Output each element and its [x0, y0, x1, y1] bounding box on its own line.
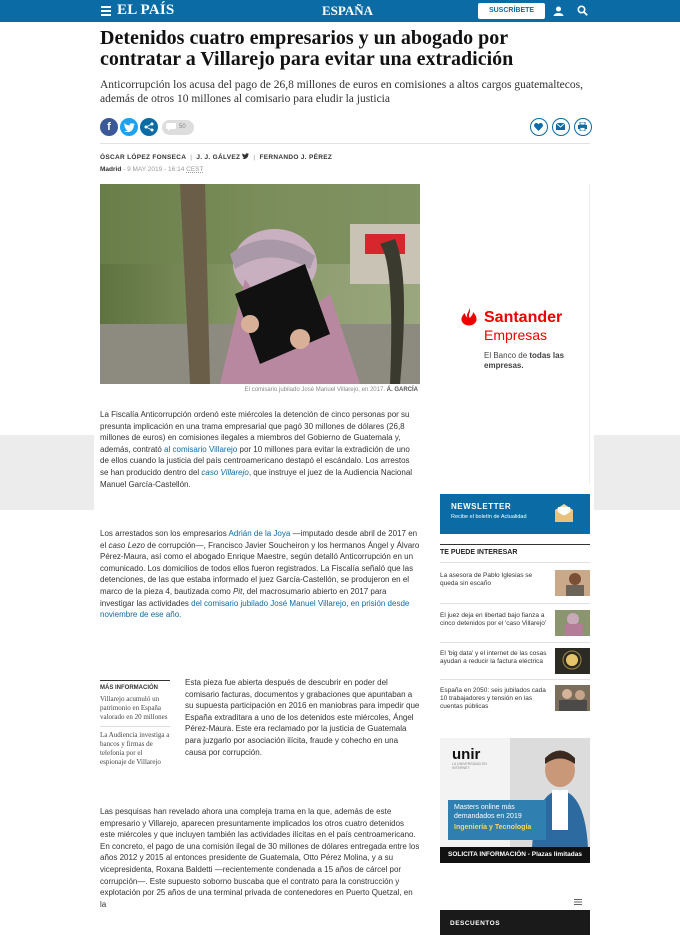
- article-subheadline: Anticorrupción los acusa del pago de 26,8 millones de euros en comisiones a altos cargos guatemaltecos, además de otros 10 millones al comisario para eludir la justicia: [100, 79, 583, 105]
- unir-ad[interactable]: [440, 738, 590, 863]
- comments-count: 50: [179, 124, 186, 130]
- more-info-box: [100, 680, 170, 775]
- email-icon[interactable]: [552, 118, 570, 136]
- article-paragraph: [100, 528, 420, 621]
- byline: ÓSCAR LÓPEZ FONSECA | J. J. GÁLVEZ | FERNANDO J. PÉREZ: [100, 154, 333, 161]
- facebook-share-icon[interactable]: f: [100, 118, 118, 136]
- article-photo[interactable]: [100, 184, 420, 384]
- ad-placeholder: [594, 435, 680, 510]
- unir-logo: unir: [452, 746, 481, 763]
- publish-date: - 9 MAY 2019 - 16:14: [123, 166, 185, 173]
- inline-link[interactable]: del comisario jubilado José Manuel Villarejo, en prisión desde noviembre de ese año.: [100, 598, 410, 620]
- unir-message: [448, 800, 546, 840]
- interest-thumbnail: [555, 685, 590, 711]
- interest-item-text: La asesora de Pablo Iglesias se queda sin escaño: [440, 572, 533, 587]
- paragraph-text: de corrupción—, Francisco Javier Soucheiron y los hermanos Ángel y Álvaro Pérez-Maura, así como el abogado Enrique Maestre, según detalló Anticorrupción en un comunicado. Los domicilios de todos ellos fueron registrados. La Fiscalía señaló que las detenciones, de las que estaba informado el juez García-Castellón, se produjeron en el marco de la pieza 4, bautizada como: [100, 540, 420, 596]
- favorite-icon[interactable]: [530, 118, 548, 136]
- tagline-bold: todas las empresas.: [484, 351, 565, 370]
- author-link[interactable]: FERNANDO J. PÉREZ: [259, 154, 333, 161]
- interest-thumbnail: [555, 610, 590, 636]
- paragraph-text: , del macrosumario abierto en 2017 para investigar las actividades: [100, 586, 387, 608]
- unir-logo-sub: LA UNIVERSIDAD EN INTERNET: [452, 762, 487, 770]
- unir-line: Masters online más demandados en 2019: [454, 804, 522, 820]
- paragraph-text: —imputado desde abril de 2017 en el: [100, 529, 418, 550]
- interest-title: TE PUEDE INTERESAR: [440, 549, 518, 556]
- paragraph-text: Pit: [232, 586, 243, 596]
- menu-lines-icon[interactable]: [574, 898, 582, 906]
- interest-item[interactable]: [440, 610, 590, 640]
- hamburger-menu-icon[interactable]: [101, 6, 111, 16]
- article-paragraph: [100, 409, 420, 490]
- section-title[interactable]: ESPAÑA: [322, 3, 374, 18]
- interest-item-text: El juez deja en libertad bajo fianza a cinco detenidos por el 'caso Villarejo': [440, 612, 547, 627]
- timezone: CEST: [186, 166, 204, 173]
- divider: [440, 562, 590, 563]
- divider: [440, 544, 590, 545]
- divider: [100, 143, 590, 144]
- inline-link[interactable]: Adrián de la Joya: [228, 529, 291, 538]
- print-icon[interactable]: [574, 118, 592, 136]
- user-icon[interactable]: [553, 6, 564, 16]
- share-icon[interactable]: [140, 118, 158, 136]
- paragraph-text: , que instruye el juez de la Audiencia Nacional Manuel García-Castellón.: [100, 467, 413, 489]
- author-link[interactable]: ÓSCAR LÓPEZ FONSECA: [100, 154, 187, 161]
- photo-credit: Á. GARCÍA: [386, 387, 418, 393]
- subscribe-button[interactable]: SUSCRÍBETE: [478, 3, 545, 19]
- article-paragraph: Las pesquisas han revelado ahora una compleja trama en la que, además de este empresario y Villarejo, aparecen presuntamente implicados los otros cuatro detenidos este miércoles y que incluyen también las actividades ilícitas en el país centroamericano. En concreto, el pago de una comisión ilegal de 30 millones de dólares entregada entre los años 2012 y 2015 al entonces presidente de Guatemala, Otto Pérez Molina, y a su vicepresidenta, Roxana Baldetti —recientemente condenada a 15 años de cárcel por corrupción—. Este supuesto soborno buscaba que el contrato para la construcción y explotación por 25 años de una terminal privada de contenedores en Puerto Quetzal, en la: [100, 807, 420, 909]
- santander-flame-icon: [459, 307, 479, 327]
- interest-thumbnail: [555, 648, 590, 674]
- search-icon[interactable]: [577, 5, 588, 16]
- interest-item[interactable]: [440, 648, 590, 678]
- related-link[interactable]: La Audiencia investiga a bancos y firmas de telefonía por el espionaje de Villarejo: [100, 731, 170, 766]
- santander-brand: Santander: [484, 309, 563, 326]
- ad-placeholder: [0, 435, 94, 510]
- top-navigation-bar: [0, 0, 680, 22]
- interest-item[interactable]: [440, 685, 590, 715]
- comments-count-button[interactable]: [162, 120, 194, 135]
- twitter-share-icon[interactable]: [120, 118, 138, 136]
- related-link[interactable]: Villarejo acumuló un patrimonio en España valorado en 20 millones: [100, 695, 170, 727]
- article-headline: Detenidos cuatro empresarios y un abogado por contratar a Villarejo para evitar una extradición: [100, 27, 514, 70]
- interest-item[interactable]: [440, 570, 590, 600]
- interest-item-text: España en 2050: seis jubilados cada 10 trabajadores y tensión en las cuentas públicas: [440, 687, 546, 710]
- more-info-title: MÁS INFORMACIÓN: [100, 685, 158, 691]
- inline-link[interactable]: al comisario Villarejo: [164, 444, 238, 454]
- site-logo[interactable]: EL PAÍS: [117, 2, 175, 18]
- paragraph-text: Los arrestados son los empresarios: [100, 529, 229, 538]
- comment-icon: [166, 123, 176, 131]
- dateline: [100, 166, 203, 173]
- article-paragraph: Esta pieza fue abierta después de descubrir en poder del comisario facturas, documentos y grabaciones que apuntaban a su supuesta participación en 2016 en maniobras para impedir que España extraditara a uno de los detenidos este miércoles, Ángel Pérez-Maura. Este era reclamado por la justicia de Guatemala para juzgarlo por asociación ilícita, fraude y cohecho en una causa por corrupción.: [185, 678, 420, 757]
- author-link[interactable]: J. J. GÁLVEZ: [196, 154, 241, 161]
- newsletter-envelope-icon: [554, 504, 574, 522]
- santander-tagline: [484, 351, 574, 371]
- newsletter-banner[interactable]: [440, 494, 590, 534]
- location: Madrid: [100, 166, 122, 173]
- interest-thumbnail: [555, 570, 590, 596]
- tagline-text: El Banco de: [484, 351, 530, 360]
- caption-text: El comisario jubilado José Manuel Villarejo, en 2017.: [244, 387, 385, 393]
- paragraph-text: por 10 millones para evitar la extradición de uno de ellos cuando la justicia del país centroamericano destapó el escándalo. Los arrestos se han producido dentro del: [100, 444, 410, 477]
- divider: [440, 603, 590, 604]
- twitter-icon[interactable]: [242, 153, 249, 159]
- paragraph-text: La Fiscalía Anticorrupción ordenó este miércoles la detención de cinco personas por su presunta implicación en una trama empresarial que pagó 30 millones de dólares (26,8 millones de euros) en comisiones ilegales a miembros del Gobierno de Guatemala y, además, contrató: [100, 410, 410, 454]
- paragraph-text: caso Lezo: [108, 540, 145, 550]
- divider: [440, 642, 590, 643]
- santander-sub: Empresas: [484, 327, 548, 343]
- photo-caption: [100, 387, 418, 393]
- inline-link[interactable]: caso Villarejo: [201, 467, 249, 477]
- unir-highlight: Ingeniería y Tecnología: [454, 824, 532, 831]
- divider: [440, 679, 590, 680]
- interest-item-text: El 'big data' y el internet de las cosas ayudan a reducir la factura eléctrica: [440, 650, 547, 665]
- unir-cta-button[interactable]: SOLICITA INFORMACIÓN - Plazas limitadas: [440, 847, 590, 863]
- newsletter-title: NEWSLETTER: [451, 502, 512, 511]
- newsletter-subtitle: Recibe el boletín de Actualidad: [451, 514, 527, 520]
- discounts-banner[interactable]: DESCUENTOS: [440, 910, 590, 935]
